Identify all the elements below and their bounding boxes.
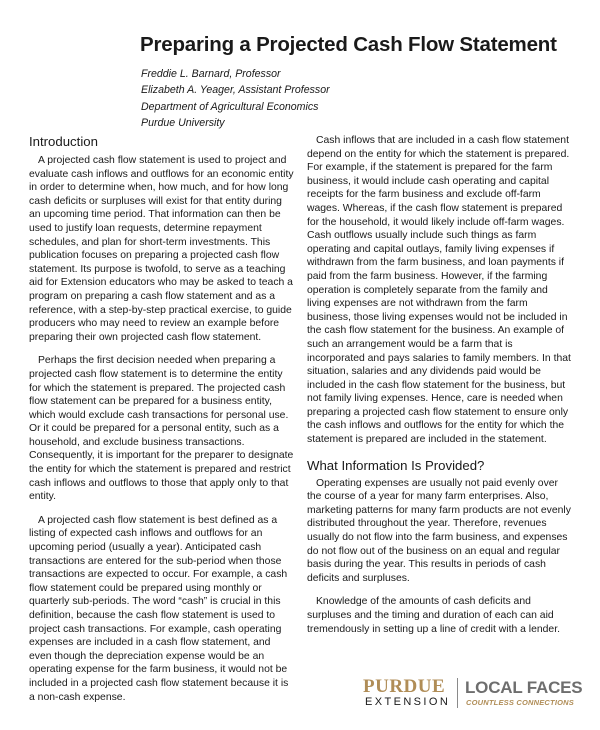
author-line: Freddie L. Barnard, Professor [141,68,281,80]
purdue-extension-logo [363,676,583,710]
paragraph: Cash inflows that are included in a cash flow statement depend on the entity for which the statement is prepared. For example, if the statement is prepared for the farm business, it would include cash operating and capital receipts for the farm business and exclude off-farm wages. Whereas, if the cash flow statement is prepared for the household, it would likely include off-farm wages. Cash outflows usually include such things as farm operating and capital outlays, family living expenses if withdrawn from the farm business, and loan payments if paid from the farm business. However, if the farming operation is completely separate from the family and living expenses are not withdrawn from the farm business, those living expenses would not be included in the cash flow statement for the business. An example of such an arrangement would be a farm that is incorporated and pays salaries to family members. In that situation, salaries and any dividends paid would be included in the cash flow statement for the business, but not family living expenses. Hence, care is needed when preparing a projected cash flow statement to ensure only the cash inflows and outflows for the entity for which the statement is prepared are included in the statement. [307,135,571,446]
logo-purdue-wordmark: PURDUE [363,676,446,697]
section-heading-what-information: What Information Is Provided? [307,457,485,473]
paragraph: Perhaps the first decision needed when preparing a projected cash flow statement is to determine the entity for which the statement is prepared. The projected cash flow statement can be prepared for a business entity, which would exclude cash transactions for personal use. Or it could be prepared for a personal entity, such as a household, and exclude business transactions. Consequently, it is important for the preparer to designate the entity for which the statement is prepared and restrict cash inflows and outflows to those that apply only to that entity. [29,355,294,503]
paragraph: Operating expenses are usually not paid evenly over the course of a year for many farm enterprises. Also, marketing patterns for many farm products are not evenly distributed throughout the year. Therefore, revenues usually do not flow into the farm business, and expenses do not flow out of the business on an equal and regular basis during the year. This results in periods of cash deficits and surpluses. [307,477,571,584]
paragraph: A projected cash flow statement is best defined as a listing of expected cash inflows and outflows for an upcoming period (usually a year). Anticipated cash transactions are entered for the sub-period when those transactions are expected to occur. For example, a cash flow statement could be prepared using monthly or quarterly sub-periods. The word “cash” is crucial in this definition, because the cash flow statement is used to project cash transactions. For example, cash operating expenses are included in a cash flow statement, and even though the depreciation expense would be an operating expense for the farm business, it would not be included in a projected cash flow statement because it is a non-cash expense. [29,514,289,703]
author-line: Elizabeth A. Yeager, Assistant Professor [141,84,330,97]
document-title: Preparing a Projected Cash Flow Statement [140,33,557,56]
left-column [29,133,294,714]
logo-divider [457,678,458,708]
author-block [141,66,441,132]
author-line: Purdue University [141,117,225,130]
paragraph: A projected cash flow statement is used to project and evaluate cash inflows and outflows for an economic entity in order to determine when, how much, and for how long cash deficits or surpluses will exist for that entity during an upcoming time period. That information can then be used to justify loan requests, determine repayment schedules, and plan for short-term investments. This publication focuses on preparing a projected cash flow statement. Its purpose is twofold, to serve as a teaching aid for Extension educators who may be asked to teach a program on preparing a cash flow statement and as a reference, with a step-by-step practical exercise, to guide producers who may need to review an example before preparing their own projected cash flow statement. [29,155,294,343]
logo-local-faces: LOCAL FACES [465,678,583,697]
logo-extension-wordmark: EXTENSION [365,696,451,708]
logo-tagline: COUNTLESS CONNECTIONS [466,698,574,707]
section-heading-introduction: Introduction [29,134,98,149]
right-column [307,134,573,646]
author-line: Department of Agricultural Economics [141,100,319,113]
paragraph: Knowledge of the amounts of cash deficits and surpluses and the timing and duration of each can aid tremendously in setting up a line of credit with a lender. [307,596,560,635]
